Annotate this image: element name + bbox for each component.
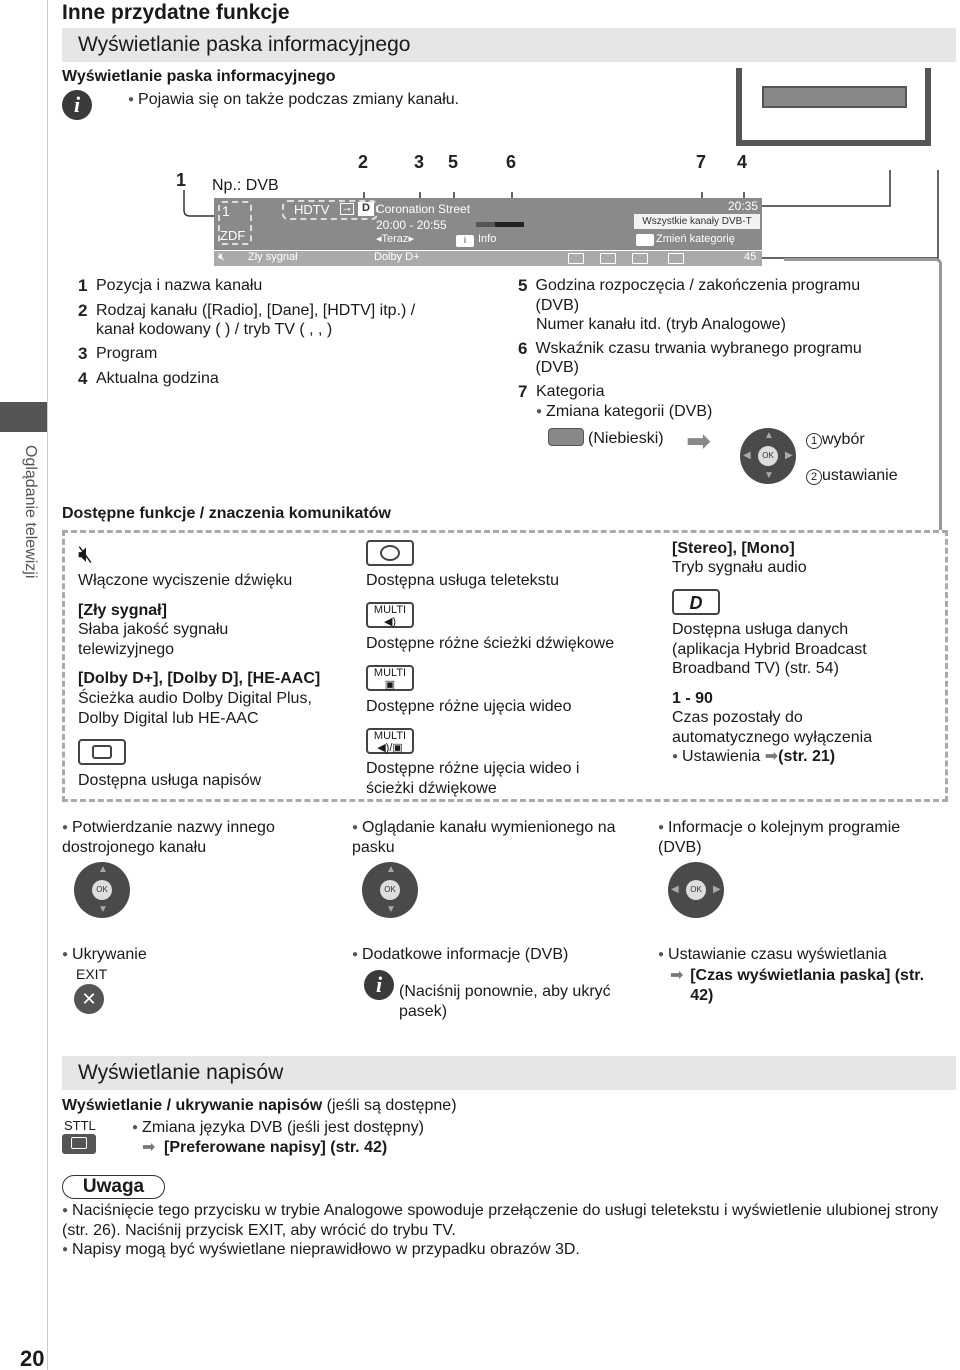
func-stereo-heading: [Stereo], [Mono]	[672, 540, 795, 557]
func-bad-signal-heading: [Zły sygnał]	[78, 602, 167, 619]
func-dolby-heading: [Dolby D+], [Dolby D], [HE-AAC]	[78, 670, 321, 687]
callout-7: 7	[696, 152, 707, 172]
legend-item-4: 4 Aktualna godzina	[78, 368, 219, 388]
func-range-heading: 1 - 90	[672, 690, 713, 707]
dpad-category[interactable]: ▲ ▼ ◀ ▶ OK	[740, 428, 796, 484]
mute-icon: 🔇︎	[78, 541, 94, 568]
ok-button[interactable]: OK	[758, 446, 778, 466]
osd-position: 1	[222, 203, 230, 219]
subs-ref: ➡ [Preferowane napisy] (str. 42)	[142, 1139, 388, 1156]
blue-label: (Niebieski)	[588, 430, 664, 447]
ok-button[interactable]: OK	[686, 880, 706, 900]
legend-text: Wskaźnik czasu trwania wybranego programu (DVB)	[535, 339, 862, 377]
info-subtitle: Wyświetlanie paska informacyjnego	[62, 68, 336, 85]
step-select: 1 wybór	[806, 430, 865, 450]
multi-video-icon: MULTI ▣	[366, 665, 414, 691]
connector-line	[784, 258, 942, 530]
func-bad-signal: Słaba jakość sygnału telewizyjnego	[78, 621, 229, 658]
legend-item-5: 5 Godzina rozpoczęcia / zakończenia programu (DVB)	[518, 276, 898, 315]
osd-info: Info	[478, 233, 497, 245]
osd-mute-icon: 🔇︎	[218, 251, 225, 263]
exit-label: EXIT	[76, 966, 108, 982]
subs-subtitle: Wyświetlanie / ukrywanie napisów (jeśli są dostępne)	[62, 1097, 457, 1114]
multi-both-icon: MULTI ◀)/▣	[366, 728, 414, 754]
legend-text: Pozycja i nazwa kanału	[96, 277, 263, 294]
info-button-icon[interactable]: i	[364, 970, 394, 1000]
osd-clock: 20:35	[728, 199, 759, 213]
legend-item-2: 2 Rodzaj kanału ([Radio], [Dane], [HDTV] itp.) / kanał kodowany ( ) / tryb TV ( , , )	[78, 301, 478, 340]
sttl-button[interactable]	[62, 1134, 96, 1154]
functions-title: Dostępne funkcje / znaczenia komunikatów	[62, 505, 391, 522]
func-range: Czas pozostały do automatycznego wyłączenia	[672, 709, 873, 746]
side-divider	[47, 0, 48, 1370]
encrypted-icon: ⊸	[340, 203, 354, 215]
legend-text: Rodzaj kanału ([Radio], [Dane], [HDTV] itp.) / kanał kodowany ( ) / tryb TV ( , , )	[96, 301, 416, 339]
osd-teletext-icon	[600, 253, 616, 264]
callout-5: 5	[448, 152, 459, 172]
osd-info-icon: i	[456, 235, 474, 247]
legend-text: Kategoria	[536, 382, 605, 400]
osd-d-badge: D	[358, 202, 374, 216]
dpad-watch[interactable]: ▲ ▼ OK	[362, 862, 418, 918]
teletext-icon	[366, 540, 414, 566]
example-label: Np.: DVB	[212, 177, 279, 194]
func-data: Dostępna usługa danych (aplikacja Hybrid Broadcast Broadband TV) (str. 54)	[672, 621, 867, 678]
op-more: ● Dodatkowe informacje (DVB)	[352, 945, 568, 965]
osd-multi-icon	[632, 253, 648, 264]
arrow-right-icon: ➡	[686, 425, 712, 458]
op-time: ● Ustawianie czasu wyświetlania	[658, 945, 887, 965]
legend-item-1: 1 Pozycja i nazwa kanału	[78, 276, 263, 295]
osd-now-label: Teraz	[381, 233, 409, 245]
op-watch: ● Oglądanie kanału wymienionego na pasku	[352, 818, 652, 857]
op-time-ref: ➡ [Czas wyświetlania paska] (str. 42)	[670, 967, 925, 1004]
func-teletext: Dostępna usługa teletekstu	[366, 572, 560, 589]
sttl-label: STTL	[64, 1118, 96, 1133]
multi-audio-icon: MULTI ◀)	[366, 602, 414, 628]
exit-button[interactable]: ✕	[74, 984, 104, 1014]
legend-text: Godzina rozpoczęcia / zakończenia programu (DVB)	[535, 277, 861, 314]
tv-outline	[736, 68, 931, 146]
blue-button[interactable]	[548, 428, 584, 446]
op-confirm: ● Potwierdzanie nazwy innego dostrojonego kanału	[62, 818, 322, 857]
subs-bullet: ● Zmiana języka DVB (jeśli jest dostępny)	[132, 1118, 424, 1138]
osd-data-icon	[668, 253, 684, 264]
page-number: 20	[20, 1346, 45, 1370]
section-bar-info: Wyświetlanie paska informacyjnego	[62, 28, 956, 62]
note-bullet-1: ● Naciśnięcie tego przycisku w trybie Analogowe spowoduje przełączenie do usługi teletekstu i wyświetlenie ulubionej strony (str. 26). Naciśnij przycisk EXIT, aby wrócić do trybu TV.	[62, 1201, 952, 1240]
dpad-confirm[interactable]: ▲ ▼ OK	[74, 862, 130, 918]
osd-audio: Dolby D+	[374, 251, 420, 263]
info-bullet: ● Pojawia się on także podczas zmiany kanału.	[128, 90, 459, 110]
info-bar-osd	[214, 198, 762, 250]
note-bullet-2: ● Napisy mogą być wyświetlane nieprawidłowo w przypadku obrazów 3D.	[62, 1240, 952, 1260]
callout-3: 3	[414, 152, 425, 172]
op-hide: ● Ukrywanie	[62, 945, 147, 965]
legend-item-7: 7 Kategoria	[518, 381, 605, 401]
callout-1: 1	[176, 170, 187, 190]
dpad-next[interactable]: ◀ ▶ OK	[668, 862, 724, 918]
side-tab-marker	[0, 402, 47, 432]
func-dolby: Ścieżka audio Dolby Digital Plus, Dolby Digital lub HE-AAC	[78, 690, 312, 727]
legend-text: Aktualna godzina	[96, 369, 219, 387]
legend-item-6: 6 Wskaźnik czasu trwania wybranego programu (DVB)	[518, 339, 898, 378]
legend-item-3: 3 Program	[78, 343, 158, 363]
func-subs: Dostępna usługa napisów	[78, 772, 262, 789]
ok-button[interactable]: OK	[380, 880, 400, 900]
note-title: Uwaga	[62, 1175, 165, 1199]
op-next: ● Informacje o kolejnym programie (DVB)	[658, 818, 938, 857]
callout-4: 4	[737, 152, 748, 172]
osd-subs-icon	[568, 253, 584, 264]
osd-blue-key	[636, 234, 654, 246]
data-service-icon: D	[672, 589, 720, 615]
func-mute: Włączone wyciszenie dźwięku	[78, 572, 293, 589]
step-set: 2 ustawianie	[806, 466, 898, 486]
ok-button[interactable]: OK	[92, 880, 112, 900]
func-multi-both: Dostępne różne ujęcia wideo i ścieżki dźwiękowe	[366, 760, 580, 797]
osd-program: Coronation Street	[376, 202, 471, 216]
legend-item-5-extra: Numer kanału itd. (tryb Analogowe)	[536, 316, 786, 334]
side-tab-label: Oglądanie telewizji	[22, 445, 39, 579]
osd-channel: ZDF	[220, 228, 246, 243]
info-icon: i	[62, 90, 92, 120]
op-more-note: (Naciśnij ponownie, aby ukryć pasek)	[399, 983, 611, 1020]
osd-progress	[476, 222, 524, 227]
func-multi-audio: Dostępne różne ścieżki dźwiękowe	[366, 635, 615, 652]
osd-category: Wszystkie kanały DVB-T	[634, 214, 760, 229]
legend-left	[78, 276, 478, 389]
osd-status-row	[214, 251, 762, 266]
callout-6: 6	[506, 152, 517, 172]
osd-type: HDTV	[294, 202, 330, 217]
page-heading: Inne przydatne funkcje	[62, 1, 290, 24]
subtitles-icon	[78, 739, 126, 765]
callout-2: 2	[358, 152, 369, 172]
legend-text: Program	[96, 344, 158, 362]
osd-time-range: 20:00 - 20:55	[376, 218, 447, 232]
osd-now: ◂Teraz▸	[376, 233, 414, 245]
legend-item-7-bullet: ● Zmiana kategorii (DVB)	[518, 402, 898, 422]
osd-change-category: Zmień kategorię	[656, 233, 735, 245]
osd-minutes: 45	[744, 251, 757, 263]
osd-signal: Zły sygnał	[248, 251, 298, 263]
func-multi-video: Dostępne różne ujęcia wideo	[366, 698, 572, 715]
func-stereo: Tryb sygnału audio	[672, 559, 807, 576]
section-bar-subtitles: Wyświetlanie napisów	[62, 1056, 956, 1090]
func-settings: ● Ustawienia ➡(str. 21)	[672, 747, 835, 767]
